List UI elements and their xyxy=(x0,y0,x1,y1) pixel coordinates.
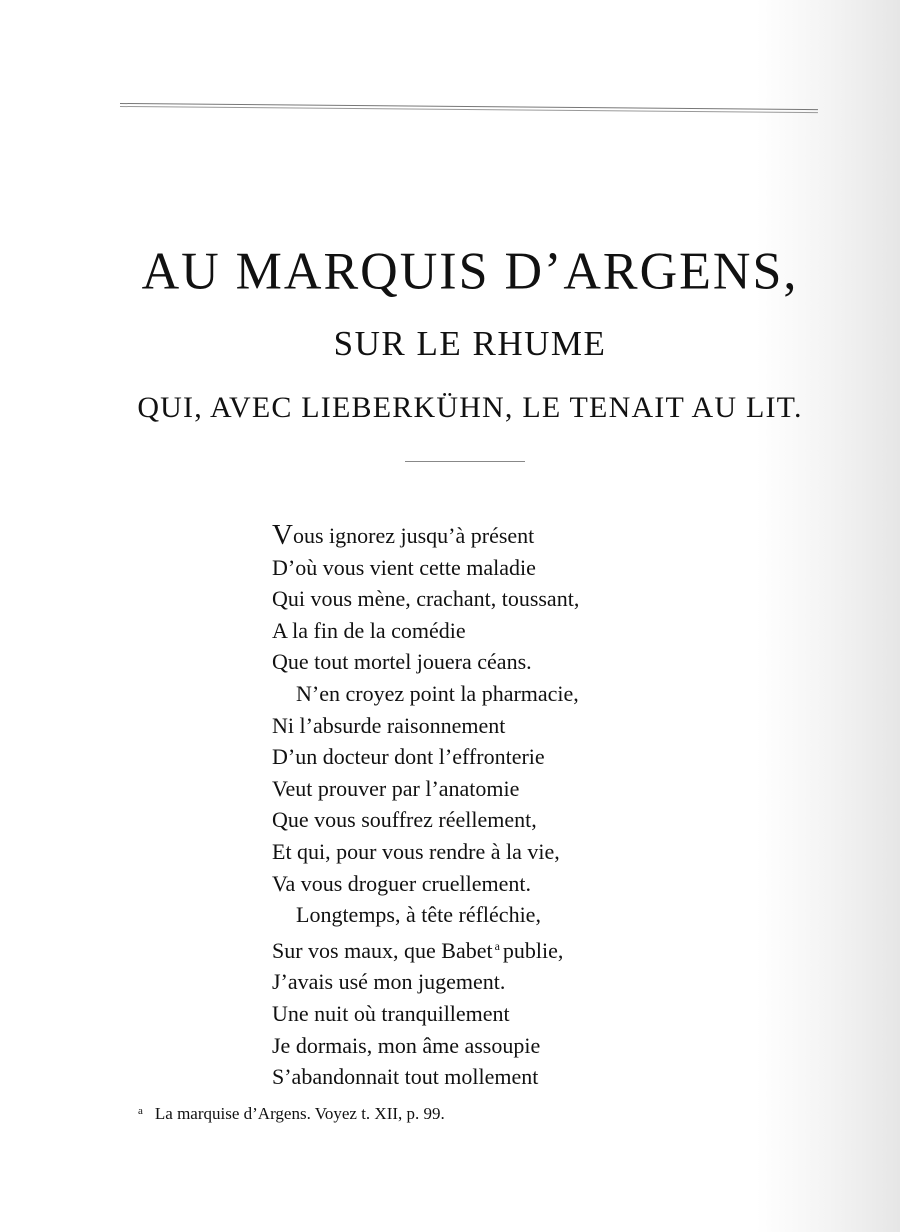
section-divider xyxy=(405,461,525,462)
poem-body xyxy=(272,520,692,1093)
poem-line: D’où vous vient cette maladie xyxy=(272,554,536,580)
poem-subtitle-second: QUI, AVEC LIEBERKÜHN, LE TENAIT AU LIT. xyxy=(137,391,803,424)
poem-line xyxy=(272,520,692,552)
poem-line: Une nuit où tranquillement xyxy=(272,1000,510,1026)
poem-line: D’un docteur dont l’effronterie xyxy=(272,744,545,770)
poem-line: A la fin de la comédie xyxy=(272,617,466,643)
poem-line-text-end: publie, xyxy=(502,937,564,963)
poem-line xyxy=(272,931,692,967)
footnote-reference: a xyxy=(494,938,500,953)
poem-subtitle: SUR LE RHUME xyxy=(333,324,607,363)
footnote xyxy=(138,1104,445,1124)
poem-line: Ni l’absurde raisonnement xyxy=(272,712,506,738)
poem-line: Je dormais, mon âme assoupie xyxy=(272,1032,541,1058)
footnote-text: La marquise d’Argens. Voyez t. XII, p. 99. xyxy=(154,1104,445,1123)
poem-line: Longtemps, à tête réfléchie, xyxy=(296,902,541,928)
poem-line: Va vous droguer cruellement. xyxy=(272,870,532,896)
footnote-mark: a xyxy=(138,1105,143,1117)
poem-line: J’avais usé mon jugement. xyxy=(272,969,506,995)
poem-line: Que tout mortel jouera céans. xyxy=(272,649,532,675)
top-double-rule xyxy=(120,103,818,113)
poem-line: Qui vous mène, crachant, toussant, xyxy=(272,586,580,612)
poem-line: Que vous souffrez réellement, xyxy=(272,807,537,833)
poem-line-text: Sur vos maux, que Babet xyxy=(272,937,493,963)
drop-capital: V xyxy=(272,519,293,551)
poem-line: Veut prouver par l’anatomie xyxy=(272,775,520,801)
poem-line: S’abandonnait tout mollement xyxy=(272,1064,539,1090)
poem-title: AU MARQUIS D’ARGENS, xyxy=(141,242,799,301)
poem-line: N’en croyez point la pharmacie, xyxy=(296,680,579,706)
poem-line-text: ous ignorez jusqu’à présent xyxy=(292,523,535,548)
poem-line: Et qui, pour vous rendre à la vie, xyxy=(272,838,560,864)
